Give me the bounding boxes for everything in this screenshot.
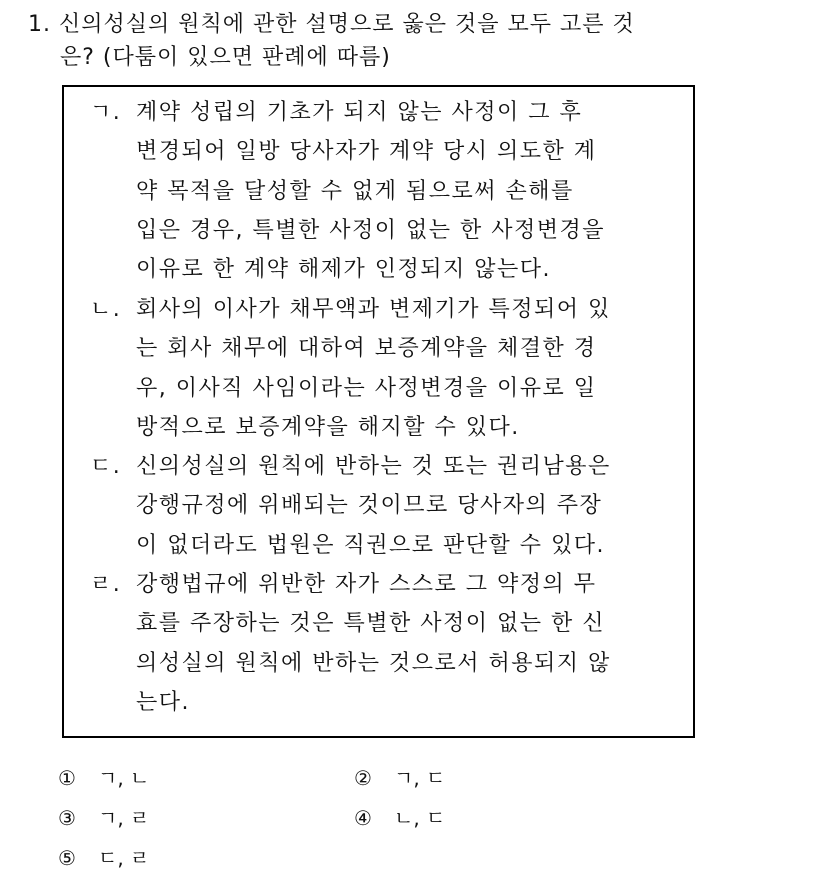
statement-line: 이 없더라도 법원은 직권으로 판단할 수 있다.	[136, 532, 605, 558]
choice-4[interactable]	[354, 798, 614, 838]
statement-line: 입은 경우, 특별한 사정이 없는 한 사정변경을	[136, 217, 605, 243]
statement-line: 강행법규에 위반한 자가 스스로 그 약정의 무	[136, 572, 597, 597]
choice-3[interactable]	[58, 798, 318, 838]
choice-5[interactable]	[58, 838, 318, 878]
statement-line: 변경되어 일방 당사자가 계약 당시 의도한 계	[136, 139, 597, 165]
choice-number: ④	[354, 806, 372, 830]
statement-line: 계약 성립의 기초가 되지 않는 사정이 그 후	[136, 100, 583, 125]
question-number: 1.	[28, 12, 51, 37]
statement-rieul	[84, 565, 674, 722]
statement-line: 신의성실의 원칙에 반하는 것 또는 권리남용은	[136, 454, 611, 479]
question-line-1	[28, 8, 748, 41]
choice-number: ①	[58, 766, 76, 790]
choice-text: ㄱ, ㄹ	[98, 806, 150, 830]
statement-giyeok	[84, 93, 674, 289]
choice-number: ③	[58, 806, 76, 830]
statement-line: 우, 이사직 사임이라는 사정변경을 이유로 일	[136, 375, 597, 401]
choice-text: ㄴ, ㄷ	[394, 806, 446, 830]
statement-marker: ㄹ.	[90, 572, 122, 597]
choice-2[interactable]	[354, 758, 614, 798]
choice-text: ㄱ, ㄴ	[98, 766, 150, 790]
statement-marker: ㄱ.	[90, 100, 122, 125]
statement-line: 는 회사 채무에 대하여 보증계약을 체결한 경	[136, 336, 597, 362]
statement-marker: ㄷ.	[90, 454, 122, 479]
statement-line: 강행규정에 위배되는 것이므로 당사자의 주장	[136, 493, 603, 519]
choice-number: ⑤	[58, 846, 76, 870]
choice-number: ②	[354, 766, 372, 790]
choice-text: ㄱ, ㄷ	[394, 766, 446, 790]
statement-line: 약 목적을 달성할 수 없게 됨으로써 손해를	[136, 178, 574, 204]
statement-line: 이유로 한 계약 해제가 인정되지 않는다.	[136, 257, 551, 283]
statement-line: 회사의 이사가 채무액과 변제기가 특정되어 있	[136, 297, 611, 322]
statement-nieun	[84, 290, 674, 447]
statement-line: 방적으로 보증계약을 해지할 수 있다.	[136, 414, 520, 440]
statement-digeut	[84, 447, 674, 565]
question-text-1: 신의성실의 원칙에 관한 설명으로 옳은 것을 모두 고른 것	[59, 12, 635, 37]
question-line-2: 은? (다툼이 있으면 판례에 따름)	[60, 45, 391, 70]
statement-line: 의성실의 원칙에 반하는 것으로서 허용되지 않	[136, 650, 611, 676]
statements-box	[62, 85, 695, 738]
question-stem	[28, 8, 748, 74]
statement-marker: ㄴ.	[90, 297, 122, 322]
choice-text: ㄷ, ㄹ	[98, 846, 150, 870]
choice-1[interactable]	[58, 758, 318, 798]
statement-line: 효를 주장하는 것은 특별한 사정이 없는 한 신	[136, 611, 605, 637]
statement-line: 는다.	[136, 689, 190, 715]
